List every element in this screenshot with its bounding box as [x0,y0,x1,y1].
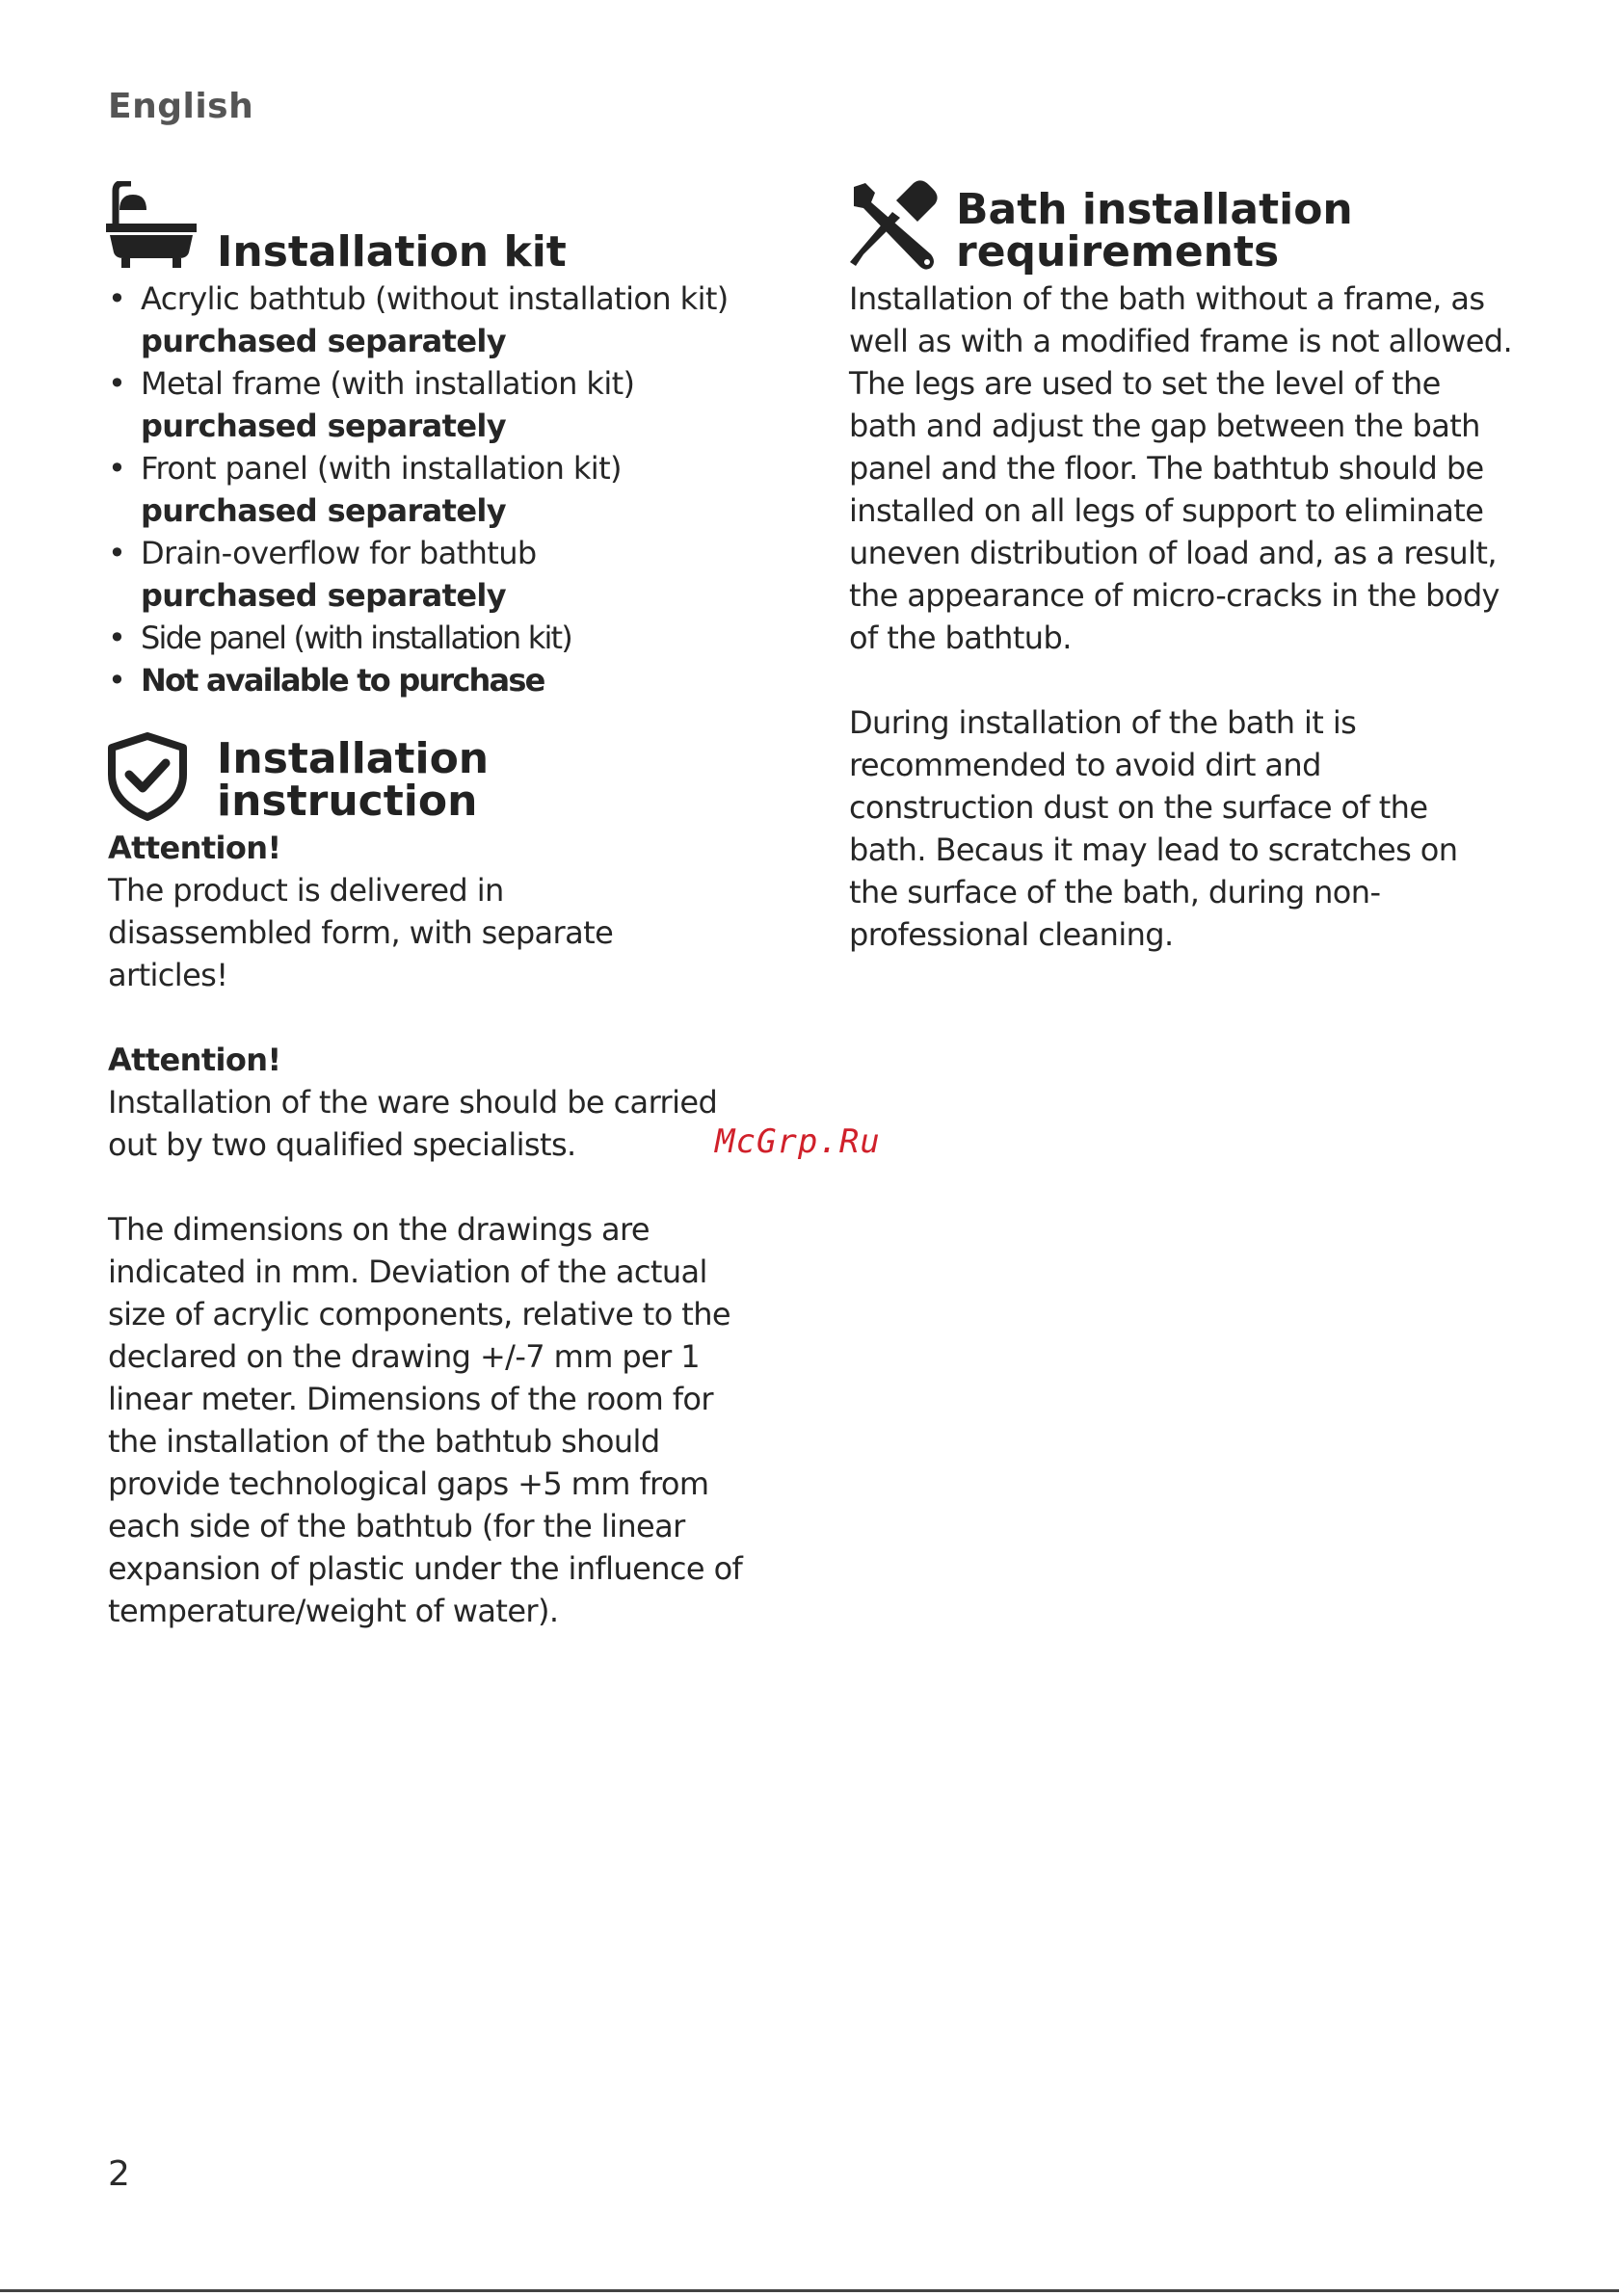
bath-requirements-title-line2: requirements [956,227,1280,277]
bathtub-icon [106,181,199,270]
list-item [108,447,792,532]
language-label: English [108,87,254,126]
list-item-note: purchased separately [141,492,507,529]
list-item-text: • Side panel (with installation kit) [141,620,571,656]
list-item-text: • Drain-overflow for bathtub [141,535,537,571]
list-item-text: • Not available to purchase [141,662,544,699]
wrench-screwdriver-icon [846,179,939,272]
shield-check-icon [106,732,189,821]
installation-kit-title: Installation kit [217,227,567,277]
watermark: McGrp.Ru [715,1122,881,1161]
list-item [108,277,792,362]
list-item-note: purchased separately [141,323,507,359]
list-item [108,362,792,447]
list-item-text: • Front panel (with installation kit) [141,450,622,487]
attention-label: Attention! [108,830,281,866]
bath-requirements-title-line1: Bath installation [956,185,1353,234]
requirements-paragraph: Installation of the bath without a frame, as well as with a modified frame is not allowed. The legs are used to set the level of the bath and adjust the gap between the bath panel and the floor. The bathtub should be installed on all legs of support to eliminate uneven distribution of load and, as a result, the appearance of micro-cracks in the body of the bathtub. [849,280,1513,656]
installation-instruction-title-line1: Installation [217,734,490,783]
list-item-text: • Metal frame (with installation kit) [141,365,635,402]
list-item-text: • Acrylic bathtub (without installation kit) [141,280,729,317]
bottom-rule [0,2289,1619,2292]
list-item [108,532,792,617]
attention-label: Attention! [108,1042,281,1078]
list-item-note: purchased separately [141,408,507,444]
list-item-note: purchased separately [141,577,507,614]
list-item [108,617,792,659]
bath-requirements-body [849,277,1514,956]
attention-text: Installation of the ware should be carried out by two qualified specialists. [108,1084,718,1163]
list-item [108,659,792,701]
bath-requirements-title [956,185,1353,277]
requirements-paragraph: During installation of the bath it is recommended to avoid dirt and construction dust on the surface of the bath. Becaus it may lead to scratches on the surface of the bath, during non-professional cleaning. [849,704,1458,953]
installation-instruction-title [217,734,490,826]
page-number: 2 [108,2154,130,2194]
installation-instruction-body [108,827,773,1632]
dimensions-text: The dimensions on the drawings are indicated in mm. Deviation of the actual size of acrylic components, relative to the declared on the drawing +/-7 mm per 1 linear meter. Dimensions of the room for the installation of the bathtub should provide technological gaps +5 mm from each side of the bathtub (for the linear expansion of plastic under the influence of temperature/weight of water). [108,1211,743,1629]
installation-kit-list [108,277,792,701]
installation-instruction-title-line2: instruction [217,777,478,826]
attention-text: The product is delivered in disassembled form, with separate articles! [108,872,614,993]
